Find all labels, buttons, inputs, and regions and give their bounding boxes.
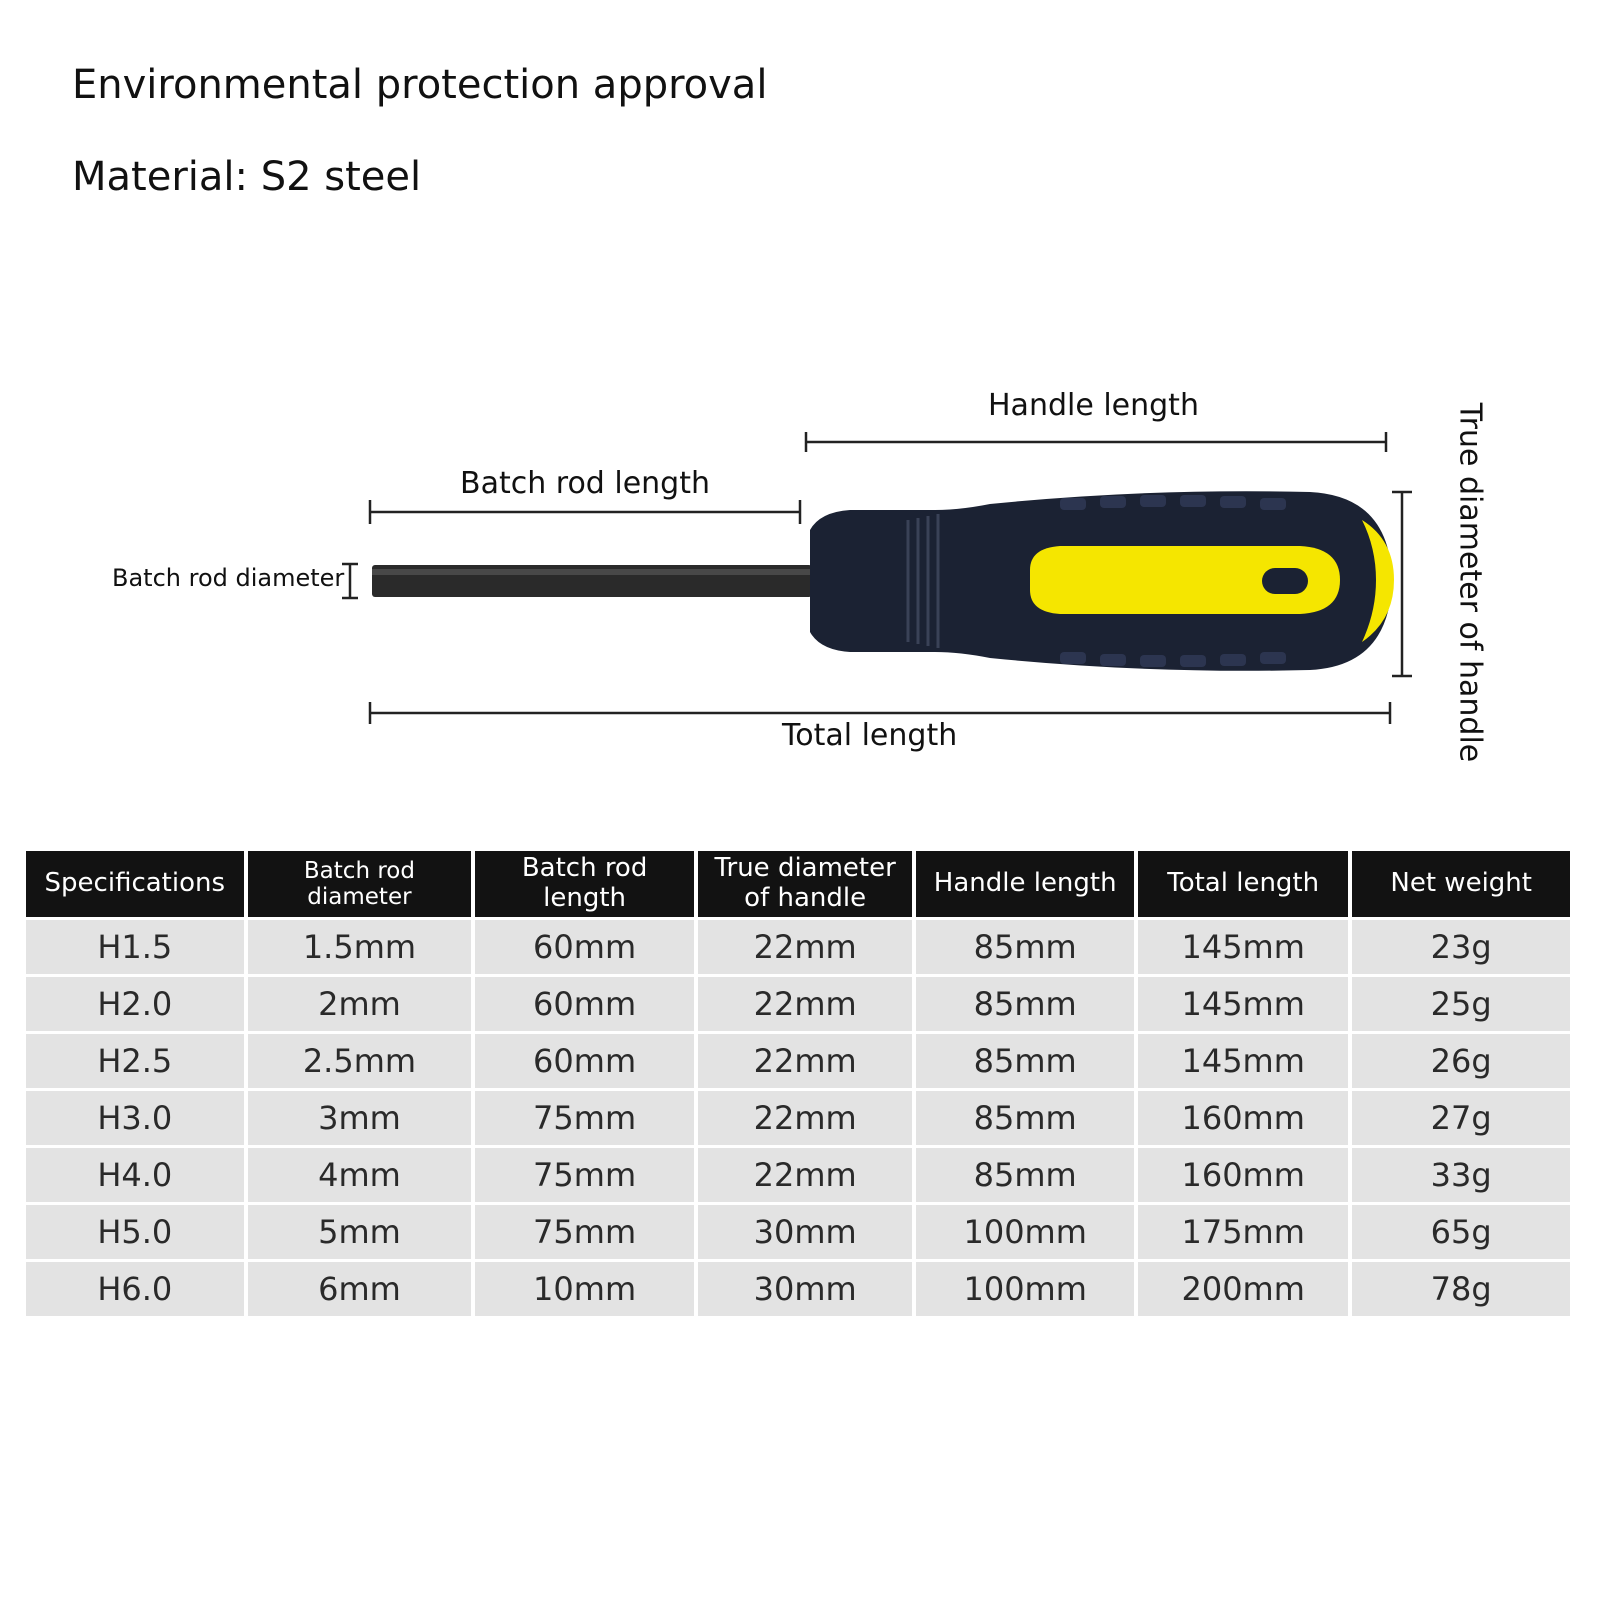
cell-handle-length: 85mm xyxy=(916,920,1134,974)
header-specifications: Specifications xyxy=(26,851,244,917)
cell-net-weight: 65g xyxy=(1352,1205,1570,1259)
cell-handle-diameter: 30mm xyxy=(698,1205,913,1259)
header-total-length: Total length xyxy=(1138,851,1348,917)
handle-diameter-label: True diameter of handle xyxy=(1452,402,1488,763)
cell-rod-diameter: 2mm xyxy=(248,977,472,1031)
cell-handle-diameter: 30mm xyxy=(698,1262,913,1316)
cell-total-length: 145mm xyxy=(1138,1034,1348,1088)
cell-rod-length: 75mm xyxy=(475,1205,694,1259)
table-row xyxy=(26,1091,1570,1145)
rod-diameter-label: Batch rod diameter xyxy=(112,564,345,592)
hanging-slot xyxy=(1262,568,1308,594)
table-row xyxy=(26,977,1570,1031)
cell-rod-length: 60mm xyxy=(475,977,694,1031)
table-row xyxy=(26,1262,1570,1316)
cell-rod-diameter: 2.5mm xyxy=(248,1034,472,1088)
cell-handle-length: 85mm xyxy=(916,1148,1134,1202)
cell-specification: H5.0 xyxy=(26,1205,244,1259)
cell-rod-diameter: 4mm xyxy=(248,1148,472,1202)
header-net-weight: Net weight xyxy=(1352,851,1570,917)
cell-handle-diameter: 22mm xyxy=(698,1148,913,1202)
cell-specification: H4.0 xyxy=(26,1148,244,1202)
cell-rod-length: 10mm xyxy=(475,1262,694,1316)
cell-rod-length: 75mm xyxy=(475,1148,694,1202)
cell-handle-diameter: 22mm xyxy=(698,920,913,974)
cell-specification: H1.5 xyxy=(26,920,244,974)
cell-net-weight: 25g xyxy=(1352,977,1570,1031)
cell-handle-diameter: 22mm xyxy=(698,1091,913,1145)
cell-specification: H2.5 xyxy=(26,1034,244,1088)
heading-environmental: Environmental protection approval xyxy=(72,62,768,108)
rod-length-label: Batch rod length xyxy=(460,466,711,501)
table-row xyxy=(26,920,1570,974)
cell-rod-length: 60mm xyxy=(475,920,694,974)
cell-handle-length: 85mm xyxy=(916,1034,1134,1088)
cell-total-length: 175mm xyxy=(1138,1205,1348,1259)
cell-rod-length: 75mm xyxy=(475,1091,694,1145)
cell-handle-diameter: 22mm xyxy=(698,1034,913,1088)
cell-handle-length: 85mm xyxy=(916,1091,1134,1145)
cell-rod-length: 60mm xyxy=(475,1034,694,1088)
cell-net-weight: 78g xyxy=(1352,1262,1570,1316)
cell-rod-diameter: 3mm xyxy=(248,1091,472,1145)
cell-total-length: 160mm xyxy=(1138,1148,1348,1202)
cell-rod-diameter: 6mm xyxy=(248,1262,472,1316)
cell-handle-length: 100mm xyxy=(916,1262,1134,1316)
cell-net-weight: 23g xyxy=(1352,920,1570,974)
handle-length-label: Handle length xyxy=(988,388,1199,423)
cell-specification: H3.0 xyxy=(26,1091,244,1145)
header-handle-diameter: True diameter of handle xyxy=(698,851,913,917)
heading-material: Material: S2 steel xyxy=(72,154,422,200)
cell-rod-diameter: 1.5mm xyxy=(248,920,472,974)
cell-net-weight: 27g xyxy=(1352,1091,1570,1145)
table-row xyxy=(26,1205,1570,1259)
cell-net-weight: 26g xyxy=(1352,1034,1570,1088)
cell-total-length: 145mm xyxy=(1138,920,1348,974)
total-length-label: Total length xyxy=(782,718,958,753)
table-row xyxy=(26,1148,1570,1202)
cell-net-weight: 33g xyxy=(1352,1148,1570,1202)
cell-total-length: 200mm xyxy=(1138,1262,1348,1316)
header-handle-length: Handle length xyxy=(916,851,1134,917)
cell-handle-length: 85mm xyxy=(916,977,1134,1031)
screwdriver-diagram xyxy=(0,380,1600,780)
cell-specification: H6.0 xyxy=(26,1262,244,1316)
cell-specification: H2.0 xyxy=(26,977,244,1031)
cell-handle-length: 100mm xyxy=(916,1205,1134,1259)
header-rod-length: Batch rod length xyxy=(475,851,694,917)
cell-handle-diameter: 22mm xyxy=(698,977,913,1031)
table-row xyxy=(26,1034,1570,1088)
header-rod-diameter: Batch rod diameter xyxy=(248,851,472,917)
cell-total-length: 160mm xyxy=(1138,1091,1348,1145)
cell-total-length: 145mm xyxy=(1138,977,1348,1031)
spec-table xyxy=(22,848,1574,1319)
cell-rod-diameter: 5mm xyxy=(248,1205,472,1259)
table-header-row xyxy=(26,851,1570,917)
